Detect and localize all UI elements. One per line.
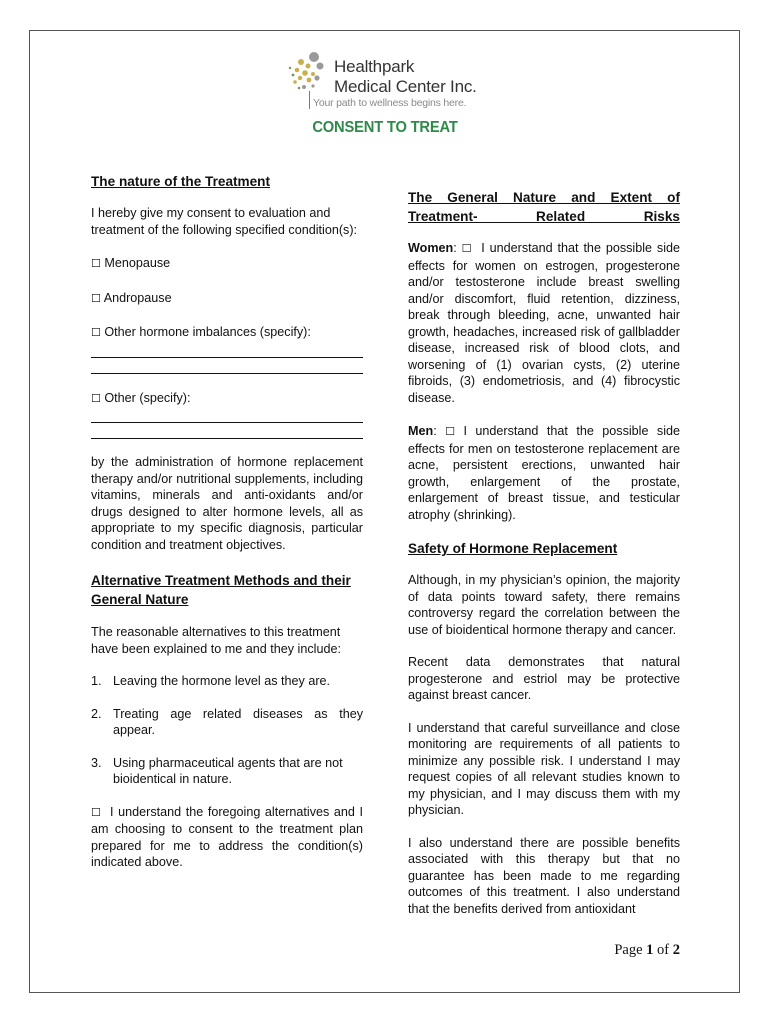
- condition-other[interactable]: [91, 390, 363, 408]
- alternatives-list: [91, 673, 363, 788]
- condition-andropause[interactable]: [91, 290, 363, 308]
- understand-alternatives: [91, 804, 363, 871]
- left-column: [91, 172, 363, 871]
- men-text: I understand that the possible side effects for men on testosterone replacement are acne, persistent erections, unwanted hair growth, enlargement of the prostate, enlargement of breast tissue, and testicular atrophy (shrinking).: [408, 424, 681, 522]
- list-item: 3. Using pharmaceutical agents that are not bioidentical in nature.: [91, 755, 343, 786]
- women-label: Women: [408, 241, 454, 255]
- logo-tagline: Your path to wellness begins here.: [313, 97, 467, 109]
- checkbox-icon[interactable]: ☐: [91, 326, 101, 339]
- condition-menopause[interactable]: [91, 255, 363, 273]
- safety-paragraph: Recent data demonstrates that natural progesterone and estriol may be protective against breast cancer.: [408, 655, 680, 702]
- condition-label: Other (specify):: [104, 390, 191, 405]
- list-item: 2. Treating age related diseases as they appear.: [91, 706, 363, 737]
- specify-line[interactable]: [91, 407, 363, 423]
- checkbox-icon[interactable]: ☐: [91, 805, 101, 819]
- safety-heading: Safety of Hormone Replacement: [408, 541, 618, 556]
- condition-label: Menopause: [100, 256, 171, 270]
- checkbox-icon[interactable]: ☐: [91, 257, 101, 270]
- right-column: [408, 188, 680, 917]
- page-number: Page 1 of 2: [614, 942, 680, 958]
- logo-flower-icon: [287, 48, 333, 98]
- administration-text: by the administration of hormone replacement therapy and/or nutritional supplements, including vitamins, minerals and anti-oxidants and/or drugs designed to alter hormone levels, all as appropriate to my specific diagnosis, particular condition and treatment objectives.: [91, 455, 363, 552]
- risks-heading: The General Nature and Extent of Treatment- Related Risks: [408, 190, 680, 224]
- condition-label: Andropause: [103, 290, 172, 305]
- healthpark-logo: [287, 48, 487, 114]
- consent-intro: I hereby give my consent to evaluation and treatment of the following specified condition(s):: [91, 206, 358, 237]
- condition-other-hormone[interactable]: [91, 324, 363, 342]
- document-title: CONSENT TO TREAT: [312, 119, 458, 136]
- condition-label: Other hormone imbalances (specify):: [104, 325, 311, 339]
- women-text: I understand that the possible side effects for women on estrogen, progesterone and/or testosterone include breast swelling and/or discomfort, fluid retention, dizziness, break through bleeding, acne, unwanted hair growth, headaches, increased risk of gallbladder disease, increased risk of blood clots, and worsening of (1) ovarian cysts, (2) uterine fibroids, (3) endometriosis, and (4) fibrocystic disease.: [408, 241, 681, 405]
- nature-heading: The nature of the Treatment: [91, 174, 271, 189]
- alternatives-intro: The reasonable alternatives to this treatment have been explained to me and they include:: [91, 625, 341, 656]
- alternatives-heading: Alternative Treatment Methods and their General Nature: [91, 573, 351, 607]
- specify-line[interactable]: [91, 423, 363, 439]
- checkbox-icon[interactable]: ☐: [91, 291, 101, 305]
- safety-paragraph: I understand that careful surveillance and close monitoring are requirements of all patients to minimize any possible risk. I understand I may request copies of all relevant studies known to my physician, and I may discuss them with my physician.: [408, 720, 680, 817]
- understand-text: I understand the foregoing alternatives and I am choosing to consent to the treatment plan prepared for me to address the condition(s) indicated above.: [91, 804, 363, 869]
- logo-name-line2: Medical Center Inc.: [334, 77, 477, 96]
- checkbox-icon[interactable]: ☐: [445, 425, 456, 438]
- safety-paragraph: Although, in my physician’s opinion, the majority of data points toward safety, there remains controversy regard the correlation between the use of bioidentical hormone therapy and cancer.: [408, 573, 680, 637]
- logo-divider: [309, 91, 310, 109]
- women-risks: Women: ☐ I understand that the possible side effects for women on estrogen, progesterone and/or testosterone include breast swelling and/or discomfort, fluid retention, dizziness, break through bleeding, acne, unwanted hair growth, headaches, increased risk of gallbladder disease, increased risk of blood clots, and worsening of (1) ovarian cysts, (2) uterine fibroids, (3) endometriosis, and (4) fibrocystic disease.: [408, 241, 681, 405]
- logo-name-line1: Healthpark: [334, 57, 415, 76]
- checkbox-icon[interactable]: ☐: [91, 391, 101, 405]
- safety-paragraph: I also understand there are possible benefits associated with this therapy but that no guarantee has been made to me regarding outcomes of this treatment. I also understand that the benefits derived from antioxidant: [408, 835, 680, 916]
- list-item: 1. Leaving the hormone level as they are.: [91, 674, 331, 688]
- men-risks: Men: ☐ I understand that the possible side effects for men on testosterone replacement are acne, persistent erections, unwanted hair growth, enlargement of the prostate, enlargement of breast tissue, and testicular atrophy (shrinking).: [408, 424, 681, 522]
- specify-line[interactable]: [91, 358, 363, 374]
- men-label: Men: [408, 424, 434, 438]
- specify-line[interactable]: [91, 342, 363, 358]
- checkbox-icon[interactable]: ☐: [461, 242, 472, 255]
